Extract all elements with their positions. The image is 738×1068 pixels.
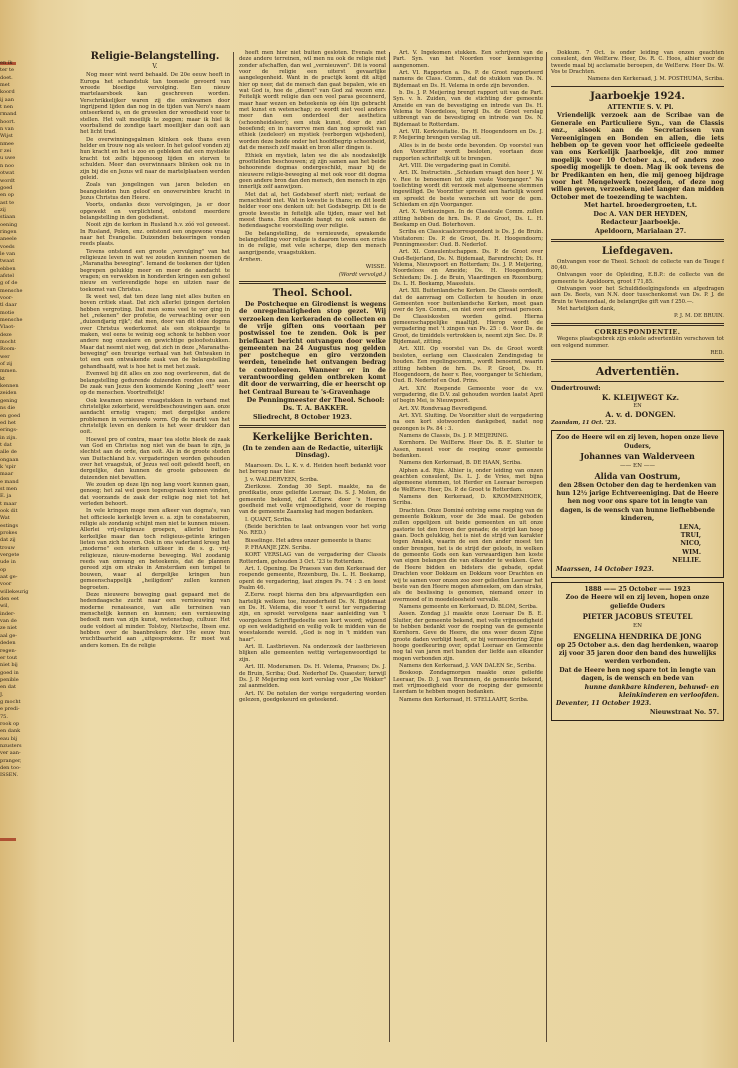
- paragraph: P. FRAANJE JZN. Scriba.: [245, 544, 312, 551]
- correspondentie-body: Wegens plaatsgebrek zijn enkele advertentiën verschoven tot een volgend nummer.: [551, 336, 724, 349]
- box1-en: —— EN ——: [620, 463, 655, 470]
- cut-off-text-fragment: e mand: [0, 478, 19, 485]
- cut-off-text-fragment: deze: [0, 331, 12, 338]
- cut-off-text-fragment: zeiden: [0, 390, 17, 397]
- paragraph: Voorts, ondanks deze vervolgingen, ja er door opgewekt en verplichtend, ontstond meerdere belangstelling in den godsdienst.: [80, 202, 230, 221]
- cut-off-text-fragment: den too-: [0, 765, 21, 771]
- paragraph: Scriba en Classicaalcorrespondent is Ds. J. de Bruin. Visitatoren: Ds. P. de Groot, Ds. H. Hoogendoorn; Penningmeester: Oud. B. Nederlof.: [393, 229, 543, 248]
- cut-off-text-fragment: motie: [0, 309, 15, 316]
- cut-off-text-fragment: g mocht: [0, 698, 21, 705]
- cut-off-text-fragment: niet bij: [0, 662, 18, 669]
- box1-name-husband: Johannes van Walderveen: [580, 451, 695, 462]
- torn-edge-mark: [0, 838, 16, 841]
- cut-off-text-fragment: mensche: [0, 287, 23, 294]
- paragraph: Art. I. Opening. De Praeses van den Kerkeraad der roepende gemeente, Rozenburg, Ds. L. H. Beekamp, opent de vergadering, laat zingen Ps. 74 : 3 en leest Psalm 46.: [239, 566, 386, 592]
- cut-off-text-fragment: ook dit: [0, 507, 18, 514]
- cut-off-text-fragment: en op: [0, 192, 14, 199]
- paragraph: Hoewel pro of contra, maar tea slotte bleek de zaak van God en Christus nog niet van de baan te zijn, ja slechtst aan de orde, dan ooit. Als in de groote steden van Duitschland b.v. vergaderingen worden gehouden over het vraagstuk, of Jezus wel ooit geleefd heeft, en dergelijke, dan kunnen de groote gebouwen de duizenden niet bevatten.: [80, 436, 230, 481]
- cut-off-text-fragment: of zij: [0, 361, 13, 368]
- paragraph: Art. IX. Instructiën. „Schiedam vraagt den heer J. W. v. Ree te benoemen tot zijn vaste Voorganger." Na toelichting wordt dit verzoek met algemeene stemmen ingewilligd. De Voorzitter spreekt een hartelijk woord en spreekt de beste wenschen uit voor de gem. Schiedam en zijn Voorganger.: [393, 170, 543, 208]
- box2-street: Nieuwstraat No. 57.: [649, 708, 719, 716]
- cut-off-text-fragment: ast te: [0, 199, 15, 206]
- signature-name: WISSE.: [365, 264, 386, 271]
- cut-off-text-fragment: koord: [0, 89, 15, 96]
- cut-off-text-fragment: wordt: [0, 177, 15, 184]
- paragraph: Met hartelijken dank,: [557, 305, 616, 312]
- paragraph: Tevens ontstond een groote „vervulging" van het religieuze leven in wat we zouden kunnen noemen de „Maranatha beweging". Iemand de teekenen der tijden begrepen gelukkig meer en meer de aandacht te vragen; en verwekten in honderden kringen een geheel nieuw en verlevendigde hope en uitzien naar de toekomst van Christus.: [80, 248, 230, 293]
- box2-intro: Zoo de Heere wil en zij leven, hopen onze geliefde Ouders: [565, 594, 710, 610]
- ad-box-walderveen: [551, 430, 724, 578]
- cut-off-text-fragment: afstel: [0, 272, 14, 279]
- cut-off-text-fragment: erings-: [0, 427, 18, 434]
- liefdegaven-sign: P. J. M. DE BRUIN.: [674, 313, 724, 320]
- cut-off-text-fragment: maar: [0, 471, 14, 478]
- column-rule: [389, 52, 390, 1042]
- column-religie: [80, 50, 230, 650]
- jaarboekje-sign-name: Doc A. VAN DER HEYDEN,: [593, 209, 688, 218]
- paragraph: I. QUANT, Scriba.: [245, 516, 293, 523]
- box2-name-husband: PIETER JACOBUS STEUTEL: [582, 612, 693, 622]
- box1-intro: Zoo de Heere wil en zij leven, hopen onze lieve Ouders,: [556, 434, 719, 450]
- paragraph: Ook kwamen nieuwe vraagstukken in verband met christelijke zekerheid, wereldbeschouwingen aan. onze aandacht ernstig vragen; met dergelijke andere problemen in vernieuwde vorm. Op de markt van het christelijk leven en denken is het weer drukker dan ooit.: [80, 397, 230, 436]
- cut-off-text-fragment: goed in: [0, 669, 19, 676]
- child-name: NELLIE.: [672, 557, 701, 565]
- article-body-kerkelijke-berichten: [239, 463, 386, 703]
- paragraph: Ethiek en mystiek, laten we die als noodzakelijk groottelden beschouwen; zij zijn samen aan het beide behoorende dogmas ondergeschikt, maar bij de nieuwere religie-beweging al met ook voor dit dogma geen andere bron dan den mensch, den mensch in zijn innerlijk zelf aanwijzen.: [239, 152, 386, 191]
- paragraph: Art. X. Verkiezingen. In de Classicale Comm. zullen zitting hebben de hrn. Ds. P. de Groot, Ds. L. H. Beekamp en Oud. Boterhoven.: [393, 209, 543, 228]
- ad-en: EN: [633, 402, 642, 409]
- paragraph: Ontvangen voor de Opleiding, E.B.P.: de collecte van de gemeente te Apeldoorn, groot f 71,85.: [551, 272, 724, 285]
- cut-off-text-fragment: g of de: [0, 280, 18, 287]
- jaarboekje-attention: ATTENTIE S. V. Pl.: [607, 102, 674, 111]
- cut-off-text-fragment: den eet: [0, 596, 19, 603]
- cut-off-text-fragment: ISSEN.: [0, 772, 19, 779]
- cut-off-text-fragment: Wat: [0, 515, 10, 522]
- paragraph: Ik weet wel, dat ten deze lang niet alles buiten en boven critiek staat. Dat zich allerlei ijzingen dertolen hebben vergroting. Dat men soms veel te ver ging in het „rekenen" der profetie, de verwachting over een „duizendjarig rijk"; dat men, door van dit déze dogma over Christus wederkomst als een stokpaardje te maken, wel eens te weinig oog schonk te hebben voor andere nog onzekere en gewichtige geloofsstukken. Maar dat neemt niet weg, dat zich in deze „Maranatha-beweging" een treurige verhaal van het Ontwaken in tot een een ontwakende zaak van de belangstelling gehandhaafd, wat is hoe het is met het zaak.: [80, 294, 230, 370]
- cut-off-text-fragment: J.: [0, 691, 4, 698]
- cut-off-text-fragment: ns die: [0, 405, 16, 412]
- cut-off-text-fragment: 75.: [0, 713, 8, 720]
- kerkelijke-berichten-subtitle: (In te zenden aan de Redactie, uiterlijk Dinsdag).: [242, 443, 383, 460]
- cut-off-text-fragment: voeds: [0, 243, 15, 250]
- cut-off-text-fragment: ij aan: [0, 96, 14, 103]
- paragraph: Art. V. Ingekomen stukken. Een schrijven van de Part. Syn. van het Noorden voor kennisgeving aangenomen.: [393, 50, 543, 69]
- cut-off-text-fragment: nzusters: [0, 742, 22, 749]
- paragraph: Ontvangen voor de Theol. School: de collecte van de Teuge f 80,40.: [551, 258, 724, 271]
- cut-off-text-fragment: met: [0, 82, 10, 89]
- cut-off-text-fragment: u uwe: [0, 155, 16, 162]
- cut-off-text-fragment: in zijn.: [0, 434, 18, 441]
- paragraph: De Postcheque en Girodienst is wegens de onregelmatigheden stop gezet. Wij verzoeken den kerkeraden de collecten en de vrije giften ons voortaan per postwissel toe te zenden. Ook is per briefkaart bericht ontvangen door welke gemeenten na 24 Augustus nog gelden per postcheque en giro verzonden werden, teneinde het ontvangen bedrag te controleeren. Wanneer er in de verantwoording gelden ontbreken komt dit door de verwarring, die er heerscht op het Centraal Bureau te 's-Gravenhage: [239, 301, 386, 396]
- cut-off-text-fragment: er tout: [0, 654, 18, 661]
- paragraph: Art. XI. Consulentschappen. Ds. P. de Groot over Oud-Beijerland, Ds. N. Bijdemaat, Barendrecht; Ds. H. Velema, Nieuwpoort en Rotterdam; Ds. J. P. Meijering, Noordeloos en Ameide; Ds. H. Hoogendoorn, Schiedam; Ds. J. de Bruin, Vlaardingen en Rozenburg; Ds. L. H. Beekamp, Maassluis.: [393, 249, 543, 288]
- paragraph: Art. VIII. Die vergadering gaat in Comité.: [399, 162, 511, 169]
- child-name: WIM.: [682, 548, 701, 556]
- cut-off-text-fragment: op: [0, 566, 7, 573]
- cut-off-text-fragment: r zei: [0, 148, 12, 155]
- cut-off-text-fragment: dat zij: [0, 537, 16, 544]
- paragraph: Maarssen. Ds. L. K. v. d. Heiden heeft bedankt voor het beroep naar hier.: [239, 462, 386, 476]
- paragraph: Met dat al, het Godsbesef sterft niet; verlaat de menschheid niet. Wat in kwestie is thans; en dit leedt helder voor ons denken uit: het Godsbegrip. Dit is de groote kwestie in feitelijk alle tijden, maar wel het meest thans. Een staande bangt nu ook samen de hedendaagsche voorstelling over religie.: [239, 191, 386, 230]
- column-four: [551, 50, 724, 725]
- paragraph: Art. XVI. Sluiting. De Voorzitter sluit de vergadering na een kort slotwoorden dankgebed, nadat nog gezongen is Ps. 84 : 3.: [393, 412, 543, 432]
- paragraph: b. Ds. J. P. Meijering brengt rapport uit van de Part. Syn. v. h. Zuiden, van de stichting der gemeente Ameide en van de bevestiging en intrede van Ds. H. Velema te Noordeloos, terwijl Ds. de Groot verslag uitbrengt van de bevestiging en intrede van Ds. N. Bijdemaat te Rotterdam.: [393, 90, 543, 128]
- paragraph: Alphen a.d. Rijn. Alhier is, onder leiding van onzen geachten consulent, Ds. L. J. de Vries, met bijna algemeene stemmen, tot Herder en Leeraar beroepen de WelEerw. Heer, Ds. P. de Groot te Rotterdam.: [393, 467, 543, 493]
- child-name: NICO,: [680, 540, 701, 548]
- paragraph: Alles is in de beste orde bevonden. Op voorstel van den Voorzitter wordt besloten, voortaan deze rapporten schriftelijk uit te brengen.: [393, 142, 543, 162]
- divider: [551, 239, 724, 242]
- paragraph: Z.Eerw. roept hierna den bra afgevaardigden een hartelijk welkom toe, inzonderheid Ds. N. Bijdemaat en Ds. H. Velema, die voor 't eerst ter vergadering zijn, en spreekt vervolgens naar aanleiding van 't voorgelezen Schriftgedeelte een kort woord; wijzend op een weldadigheid en veilig volk te midden van de woestakende wereld. „God is nog in 't midden van haar".: [239, 592, 386, 643]
- paragraph: heeft men hier niet buiten gesloten. Evenals met deze andere terreinen, wil men nu ook de religie niet zonder afschaffen, dan wel „vernieuwen". Dit is vooral voor de religie een uiterst gevaarlijke aangelegenheid. Want in de practijk komt dit altijd hier op neer, dat de mensch dan gaat bepalen, wie en wat God is, hoe de „dienst" van God zal wezen enz. Feitelijk wordt religie dan een veel paras gecennerd, maar haar wezen en beteekenis op één lijn gebracht met kunst en wetenschap; zo wordt niet veel anders meer dan een onderdeel der aesthetica (schoonheidsleer); een stuk kunst, door de ziel beoefend; en in navorrve men dan nog spreekt van ethiek (zedeleer) en mystiek (verborgen wijsheden), worden deze beide onder het hoofdbegrip schoonheid, dat de mensch zelf maakt en bron aller dingen is.: [239, 50, 386, 152]
- cut-off-text-fragment: prokes: [0, 530, 18, 536]
- divider: [551, 323, 724, 326]
- box2-en: EN: [633, 623, 642, 630]
- article-body-theol-school: [239, 301, 386, 396]
- paragraph: Art. IV. De notulen der vorige vergadering worden gelezen, goedgekeurd en geteekend.: [239, 690, 386, 703]
- column-three: [393, 50, 543, 704]
- paragraph: Boskoop. Zondagmorgen maakte onze geliefde Leeraar, Ds. D. J. van Brummen, de gemeente bekend, met vrijmoedigheid voor de roeping der gemeente Leerdam te hebben mogen bedanken.: [393, 670, 543, 696]
- cut-off-text-fragment: deden: [0, 640, 16, 647]
- cut-off-text-fragment: e predi-: [0, 706, 20, 713]
- paragraph: Art. III. Moderamen. Ds. H. Velema, Praeses; Ds. J. de Bruin, Scriba; Oud. Nederhof Ds. Quaester; terwijl Ds. J. P. Meijering een kort verslag voor „De Wekker" zal aanmelden.: [239, 664, 386, 690]
- cut-off-text-fragment: Vlaot-: [0, 324, 15, 331]
- cut-off-text-fragment: kt: [0, 375, 6, 382]
- article-title-jaarboekje: Jaarboekje 1924.: [590, 90, 685, 102]
- divider: [551, 359, 724, 362]
- paragraph: Namens den Kerkeraad, J. VAN DALEN Sr., Scriba.: [399, 662, 536, 669]
- ad-box-steutel: [551, 582, 724, 721]
- school-sign-name: Ds. T. A. BAKKER.: [282, 404, 349, 413]
- divider: [239, 281, 386, 284]
- cut-off-text-fragment: ed het: [0, 419, 16, 426]
- paragraph: Art. II. Lastbrieven. Na onderzoek der lastbrieven blijken alle gemeenten wettig vertegenwoordigd te zijn.: [239, 644, 386, 663]
- article-title-theol-school: Theol. School.: [272, 288, 353, 300]
- cut-off-text-fragment: wer: [0, 353, 10, 360]
- cut-off-text-fragment: ver aan-: [0, 750, 21, 757]
- cut-off-text-fragment: voor: [0, 581, 12, 588]
- article-title-religie: Religie-Belangstelling.: [90, 51, 220, 62]
- cut-off-text-fragment: Wijst: [0, 133, 13, 140]
- paragraph: De belangstelling, de vernieuwde, opwakende belangstelling voor religie is daarom tevens een crisis in de religie, met vele scherpe, diep den mensch aangrijpende, vraagstukken.: [239, 230, 386, 256]
- cut-off-text-fragment: rook op: [0, 720, 20, 727]
- cut-off-text-fragment: t dat: [0, 441, 12, 448]
- paragraph: Namens den Kerkeraad, H. STELLAART, Scriba.: [399, 696, 529, 703]
- cut-off-text-fragment: otwat: [0, 170, 15, 177]
- ad-name-bride: A. v. d. DONGEN.: [605, 409, 676, 419]
- cut-off-text-fragment: ringen: [0, 228, 17, 235]
- paragraph: Art. XV. Rondvraag Bevredigend.: [399, 405, 488, 412]
- paragraph: Art. XII. Buitenlandsche Kerken. De Classis oordeelt, dat de aanvraag om Collecten te houden in onze Gemeenten voor buitenlandsche Kerken, moet gaan over de Syn. Comm., en niet over een privaat persoon. De Classiskosten worden geïnd. Hierna gemeenschappelijke maaltijd. Hierop wordt de vergadering met 't zingen van Ps. 25 : 6. Voor Ds. de Groot, de timiddels vertrokken is, neemt zijn Sec. Ds. P. Bijdemaat, zitting.: [393, 288, 543, 346]
- paragraph: KORT VERSLAG van de vergadering der Classis Rotterdam, gehouden 3 Oct. '23 te Rotterdam.: [239, 552, 386, 565]
- child-name: LENA,: [679, 523, 701, 531]
- paragraph: Zoals van jongelingen van jaren beleden en beangeleiden hun geloof en onoverwinbre kracht in Jezus Christus den Heere.: [80, 182, 230, 201]
- jaarboekje-address: Apeldoorn, Marialaan 27.: [594, 226, 687, 235]
- paragraph: In vele kringen moge men afkeer van dogma's, van het officieele kerkelijk leven e. a. zijn te constateeren, religie als zondanig schijnt men niet te kunnen missen. Allerlei vrij-religieuze groepen, allerlei buiten-kerkelijke maar dan toch religieus-getinte kringen lieten van zich hooren. Ook in ons vaderland kreeg het „moderne" een sterken uitkeer in de s. g. vrij-religieuze, nieuw-moderne beweging. Wel zoodanig reeds van omvang en beteekenis, dat de plannen gereed zijn om straks in Amsterdam een tempel te bouwen, waar al dergelijke kringen hun gemeenschappelijk „heiligdom" zullen kunnen begroeten.: [80, 508, 230, 591]
- cut-off-text-fragment: trouw: [0, 544, 15, 551]
- jaarboekje-sign-role: Redacteur Jaarboekje.: [600, 218, 681, 227]
- left-fragment-column: [0, 60, 76, 780]
- column-rule: [233, 52, 234, 1042]
- article-title-correspondentie: CORRESPONDENTIE.: [594, 327, 681, 336]
- paragraph: Namens gemeente en Kerkeraad, D. BLOM, Scriba.: [399, 603, 538, 610]
- cut-off-text-fragment: oening: [0, 221, 18, 228]
- paragraph: We zouden op deze lijn nog lang voort kunnen gaan, genoeg; het zal wel geen tegenspraak kunnen vinden, dat voorzands de zaak der religie nog niet tot het verleden behoort.: [80, 482, 230, 508]
- cut-off-text-fragment: willekeurig: [0, 588, 29, 595]
- cut-off-text-fragment: goed: [0, 184, 13, 191]
- ad-ondertrouwd-label: Ondertrouwd:: [551, 384, 601, 393]
- cut-off-text-fragment: kennen: [0, 383, 19, 390]
- article-title-kerkelijke-berichten: Kerkelijke Berichten.: [252, 431, 373, 443]
- cut-off-text-fragment: en dat: [0, 684, 16, 691]
- divider: [551, 86, 724, 87]
- jaarboekje-greeting: Met hartel. broedergroeten, t.t.: [583, 201, 698, 210]
- child-name: TRUI,: [680, 531, 701, 539]
- cut-off-text-fragment: van de: [0, 618, 17, 625]
- cut-off-text-fragment: penible: [0, 676, 19, 683]
- cut-off-text-fragment: k 'spir: [0, 463, 16, 470]
- cut-off-text-fragment: ude in: [0, 559, 16, 566]
- cut-off-text-fragment: tl daar: [0, 302, 17, 309]
- paragraph: Art. VII. Kerkvisitatie. Ds. H. Hoogendoorn en Ds. J. P. Meijering brengen verslag uit.: [393, 129, 543, 142]
- cut-off-text-fragment: ongaan: [0, 456, 19, 463]
- to-be-continued: (Wordt vervolgd.): [338, 271, 386, 278]
- cut-off-text-fragment: ze niet: [0, 625, 17, 632]
- paragraph: Drachten. Onze Dominé ontving eene roeping van de gemeente Bokkum, voor de 3de maal. De geboden zullen opgelijzen uit beide gemeenten en uit onze pastorie tot den troon der genade; de strijd kan hoog gaan. Doch gelukkig, het is niet de strijd van karakter tegen Amalek, waarin de een den ander moest ten onder brengen, het is de strijd der geloofs, in welken de gemeente Gods een kan verwaardigen hen koste van eigen belangen die van elkander te wekken. Geve de Heere bidden en bidsters die gebade, opdat Drachten voor Dokkum en Dokkum voor Drachten en wij te samen voor onzen zoo zeer geliefden Leeraar het beste van den Heere mogen afsmeeken, om dan straks, als de beslissing is genomen, niemand onzer in overmood of in moedeloosheid vervalle.: [393, 507, 543, 603]
- signature-place: Arnhem.: [239, 257, 263, 263]
- column-two: [239, 50, 386, 704]
- paragraph: De overwinningsgalmen klinken ook thans even helder en trouw nog als weleer. In het geloof vonden zij hun kracht en het is zoo en gebleken dat een mystieke kracht tot zelfs bijgenooog lijden en sterven te schulden. Meer dan overwinnaars blinken ook nu in zijn bij die en Jezus wil naar de martelplaatsen werden geleid.: [80, 136, 230, 181]
- cut-off-text-fragment: en dank: [0, 728, 21, 735]
- cut-off-text-fragment: E. ja: [0, 493, 12, 500]
- article-section-number: V.: [152, 63, 158, 70]
- cut-off-text-fragment: ter te: [0, 67, 14, 74]
- cut-off-text-fragment: en goed: [0, 412, 21, 419]
- correspondentie-sign: RED.: [710, 349, 724, 356]
- paragraph: Assen. Zondag j.l maakte onze Leeraar Ds B. E. Sluiter, der gemeente bekend, met volle vrijmoedigheid te hebben bedankt voor de roeping van de gemeente Kornhorn. Geve de Heere, die ons weer dezen Zijne groote daden verblijd heeft, er bij vermeerdering Zijne hooge goedkeuring over, opdat Leeraar en Gemeente nog tal van jaren met banden der liefde aan elkander mogen verbonden zijn.: [393, 611, 543, 662]
- paragraph: (Beide berichten te laat ontvangen voor het vorig No. RED.): [239, 523, 386, 537]
- ad-name-groom: K. KLEIJWEGT Kz.: [601, 392, 680, 402]
- cut-off-text-fragment: mocht: [0, 339, 16, 346]
- box2-dates: 1888 —— 25 October —— 1923: [584, 586, 691, 593]
- jaarboekje-body: Vriendelijk verzoek aan de Scribae van de Generale en Particuliere Syn., van de Classis enz., alsook aan de Secretarissen van Vereenigingen en Bonden en allen, die iets hebben op te geven voor het officieele gedeelte van ons Kerkelijk Jaarboekje, dit zoo mmer mogelijk voor 10 October a.s., of anders zoo spoedig mogelijk te doen. Mag ik ook tevens de br Predikanten en hen, die mij genoeg bijdrage voor het Mengelwerk toezegden, of deze nog willen geven, verzoeken, niet langer dan midden October met de toezending te wachten.: [551, 112, 724, 201]
- cut-off-text-fragment: ebben: [0, 265, 16, 272]
- paragraph: Namens de Classis, Ds. J. P. MEIJERING.: [399, 432, 509, 439]
- paragraph: J. v. WALDERVEEN, Scriba.: [245, 476, 319, 483]
- paragraph: Nog meer wint werd behaald. De 20e eeuw heeft in Europa het schandstuk tan toonsele gevoerd van wreede bloedige vervolging. Een nieuw martelaarsboek kan geschreven worden. Verschrikkelijker waren zij die omkwamen door ingrijpend lijden dan nog in de tijden van Nero's naam ontseerkend is, en de gruwelen der wreedheid voor te stellen. Het valt moeilijk te zeggen; maar ik hiel ik voorbaliend de zondige taart moeilijker dan ooit aan het licht trad.: [80, 72, 230, 136]
- cut-off-text-fragment: regen-: [0, 647, 17, 654]
- cut-off-text-fragment: rmand: [0, 111, 17, 118]
- paragraph: Art. XIII. Op voorstel van Ds. de Groot wordt besloten, eerlang een Classicalen Zendingsdag te houden. Een regelingscomm., wordt benoemd, waarin zitting hebben de hrn. Ds. P. Groot, Ds. H. Hoogendoorn, de heer v. Ree, voorganger te Schiedam, Oud. B. Nederlof en Oud. Prins.: [393, 346, 543, 385]
- cut-off-text-fragment: t nen: [0, 104, 13, 111]
- article-title-advertenties: Advertentiën.: [595, 365, 680, 379]
- cut-off-text-fragment: eau bij: [0, 735, 18, 742]
- paragraph: Ontvangen voor het Schuldideelgingsfonds en afgedragen aan Ds. Beets, van N.N. door tusschenkomst van Ds. P. J. de Bruin te Veenendaal, de belangrijke gift van f 250.—.: [551, 285, 724, 305]
- cut-off-text-fragment: voor-: [0, 295, 13, 301]
- ad-place-date: Zaandam, 11 Oct. '23.: [551, 419, 617, 426]
- cut-off-text-fragment: Room-: [0, 346, 17, 353]
- paragraph: Namens den Kerkeraad, D. KROMMENHOEK, Scriba.: [393, 494, 543, 507]
- cut-off-text-fragment: aneele: [0, 236, 17, 243]
- box1-text: den 28sen October den dag te herdenken van hun 12½ jarige Echtvereeniging. Dat de Heere hen nog voor ons spare tot in lengte van dagen, is de wensch van hunne liefhebbende kinderen,: [556, 481, 719, 523]
- paragraph: Bisselinge. Het adres onzer gemeente is thans:: [245, 537, 372, 544]
- cut-off-text-fragment: stiaan: [0, 214, 16, 221]
- cut-off-text-fragment: en ik: [0, 60, 13, 66]
- notice-dokkum-sign: Namens den Kerkeraad, J. M. POSTHUMA, Scriba.: [587, 76, 724, 83]
- paragraph: Nooit zijn de kerken in Rusland h.v. zóó vol geweest. In Rusland, Polen, enz. ontstond een ongewone vraag naar het Evangelie. Duizenden bekeeringen vonden reeds plaats.: [80, 222, 230, 248]
- cut-off-text-fragment: nmee: [0, 140, 14, 147]
- box2-children: hunne dankbare kinderen, behuwd- en kleinkinderen en verloofden.: [584, 683, 719, 700]
- school-date: Sliedrecht, 8 October 1923.: [253, 413, 352, 422]
- article-body-religie-cont: [239, 50, 386, 256]
- box2-wish: Dat de Heere hen nog spare tot in lengte van dagen, is de wensch en bede van: [559, 666, 716, 683]
- cut-off-text-fragment: aal ge-: [0, 632, 17, 639]
- cut-off-text-fragment: t maar: [0, 500, 17, 507]
- cut-off-text-fragment: hoort.: [0, 118, 16, 125]
- cut-off-text-fragment: le van: [0, 250, 16, 257]
- divider: [551, 381, 724, 382]
- cut-off-text-fragment: n noo: [0, 162, 15, 169]
- cut-off-text-fragment: inder-: [0, 610, 16, 617]
- cut-off-text-fragment: twaat: [0, 258, 15, 265]
- box1-name-wife: Alida van Oostrum,: [594, 470, 681, 481]
- cut-off-text-fragment: mensche: [0, 317, 23, 324]
- cut-off-text-fragment: estings: [0, 522, 19, 529]
- box1-children: [556, 524, 719, 566]
- paragraph: Zierikzee. Zondag 30 Sept. maakte, na de predikatie, onze geliefde Leeraar, Ds. S. J. Molen, de gemeente bekend, dat Z.Eerw. door 's Heeren goedheid met volle vrijmoedigheid, voor de roeping van de gemeente Zaamslag had mogen bedanken.: [239, 483, 386, 516]
- cut-off-text-fragment: gening: [0, 397, 18, 404]
- paragraph: Art. VI. Rapporten a. Ds. P. de Groot rapporteerd namens de Class. Comm., dat de stukken van Ds. N. Bijdemaat en Ds. H. Velema in orde zijn bevonden.: [393, 70, 543, 89]
- divider: [239, 425, 386, 428]
- notice-dokkum: Dokkum. 7 Oct. is onder leiding van onzen geachten consulent, den WelEerw. Heer, Ds. R. C. Hoos, alhier voor de tweede maal bij acclamatie beroepen, de WelEerw. Heer Ds. W. Vos te Drachten.: [551, 50, 724, 76]
- box1-place: Maarssen, 14 October 1923.: [556, 565, 654, 573]
- school-sign-title: De Penningmeester der Theol. School:: [246, 395, 385, 404]
- cut-off-text-fragment: alle de: [0, 449, 17, 456]
- cut-off-text-fragment: wil,: [0, 603, 10, 610]
- cut-off-text-fragment: n van: [0, 126, 14, 133]
- box2-name-wife: ENGELINA HENDRIKA DE JONG: [573, 631, 702, 641]
- cut-off-text-fragment: doet.: [0, 74, 13, 81]
- article-body-classis-verslag: [393, 50, 543, 703]
- cut-off-text-fragment: pranger,: [0, 757, 22, 764]
- cut-off-text-fragment: zij: [0, 206, 6, 213]
- cut-off-text-fragment: mmen.: [0, 368, 18, 375]
- cut-off-text-fragment: aat ge-: [0, 574, 18, 581]
- paragraph: Art. XIV. Roepende Gemeente voor de v.v. vergadering, die D.V. zal gehouden worden laatst April of begin Mei, is Nieuwpoort.: [393, 385, 543, 405]
- liefdegaven-body: [551, 259, 724, 313]
- cut-off-text-fragment: st men: [0, 485, 18, 492]
- box2-text: op 25 October a.s. den dag herdenken, waarop zij voor 35 jaren door den band des huwelijks werden verbonden.: [556, 641, 719, 666]
- paragraph: Kornhorn. De WelEerw. Heer Ds. B. E. Sluiter te Assen, meest voor de roeping onzer gemeente bedanken.: [393, 440, 543, 459]
- paragraph: Evenwel bij dit alles en zoo nog overleveren, dat de belangstelling gedurende duizenden ronden ons aan. De zaak van Jezus den koomende Koning „leeft" weer op de menschen. Voortreffelijk!: [80, 371, 230, 397]
- column-rule: [546, 52, 547, 1042]
- paragraph: Namens den Kerkeraad, B. DE HAAN, Scriba.: [399, 460, 522, 467]
- article-title-liefdegaven: Liefdegaven.: [601, 245, 674, 257]
- box2-place: Deventer, 11 October 1923.: [556, 700, 652, 708]
- cut-off-text-fragment: vergete: [0, 552, 20, 559]
- article-body-religie: [80, 72, 230, 649]
- paragraph: Deze nieuwere beweging gaat gepaard met de hedendaagsche zucht naar een vernieuwing van moderne renaissance, van alle terreinen van menschelijk kennen en kunnen; een vernieuwing bedoelt men van zijn kunst, wetenschap, cultuur. Het oude voldoet al minder. Tolstoy, Nietzsche, Ibsen enz. hebben over de baanbrekers der 19e eeuw hun vruchtbaarheid aan „uitgesprokene. Er moet wat anders komen. En de religie: [80, 591, 230, 649]
